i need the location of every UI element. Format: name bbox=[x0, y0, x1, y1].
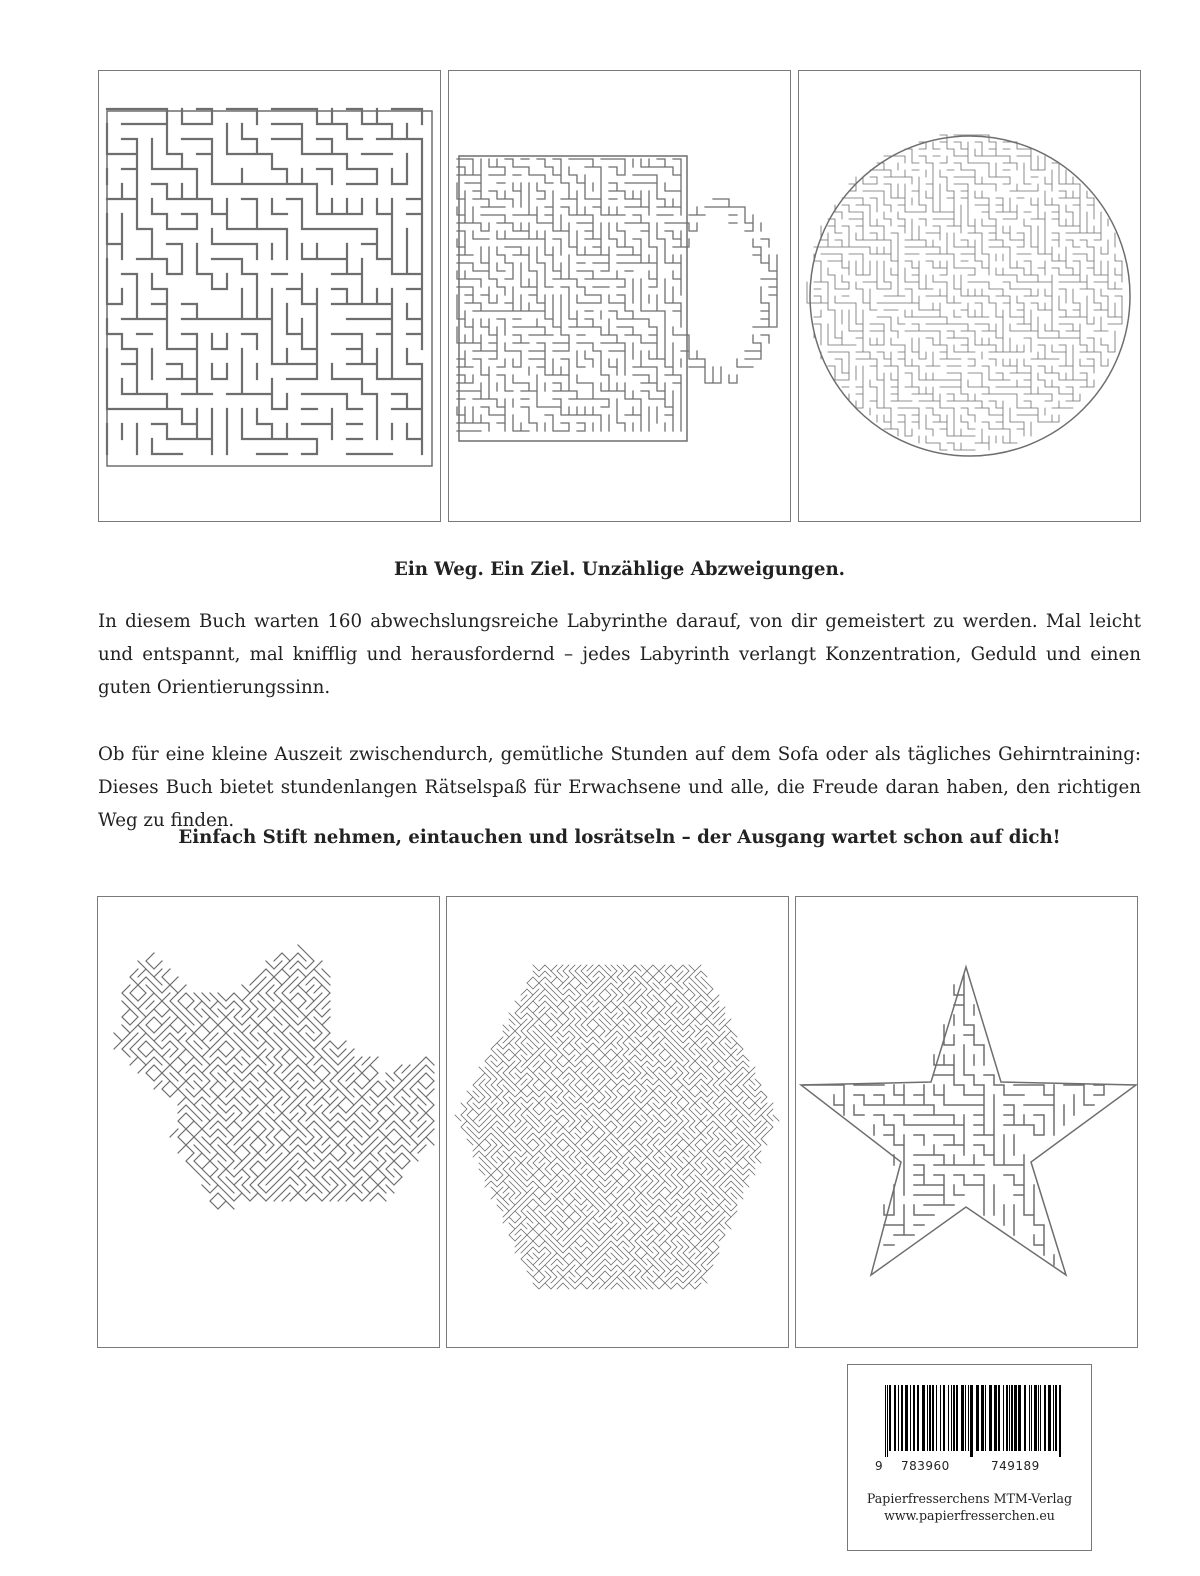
barcode-bar bbox=[1014, 1385, 1017, 1451]
maze-hexagon-panel bbox=[446, 896, 789, 1348]
maze-mug-panel bbox=[448, 70, 791, 522]
barcode-bar bbox=[951, 1385, 952, 1451]
barcode-bar bbox=[956, 1385, 958, 1451]
barcode-bar bbox=[1009, 1385, 1010, 1451]
barcode-bar bbox=[885, 1385, 886, 1457]
isbn-prefix: 9 bbox=[875, 1459, 884, 1473]
maze-square-image bbox=[99, 71, 442, 523]
maze-circle-image bbox=[799, 71, 1142, 523]
barcode-bar bbox=[985, 1385, 986, 1451]
barcode-bar bbox=[1038, 1385, 1039, 1451]
description-paragraph-2: Ob für eine kleine Auszeit zwischendurch, gemütliche Stunden auf dem Sofa oder als tägliches Gehirntraining: Dieses Buch bietet stundenlangen Rätselspaß für Erwachsene und alle, die Freude daran haben, den richtigen Weg zu finden. bbox=[98, 744, 1141, 831]
barcode-bar bbox=[998, 1385, 1000, 1451]
barcode-bar bbox=[994, 1385, 997, 1451]
closing-line: Einfach Stift nehmen, eintauchen und losrätseln – der Ausgang wartet schon auf dich! bbox=[178, 827, 1061, 848]
maze-star-panel bbox=[795, 896, 1138, 1348]
barcode-bar bbox=[1011, 1385, 1013, 1451]
barcode-bar bbox=[917, 1385, 919, 1451]
maze-hexagon-image bbox=[447, 897, 790, 1349]
barcode-bar bbox=[1053, 1385, 1054, 1451]
barcode-bar bbox=[905, 1385, 908, 1451]
barcode-bar bbox=[976, 1385, 979, 1451]
barcode-bar bbox=[1003, 1385, 1004, 1451]
isbn-group-2: 749189 bbox=[991, 1459, 1040, 1473]
barcode-bar bbox=[961, 1385, 964, 1451]
barcode-bar bbox=[929, 1385, 931, 1451]
barcode-bar bbox=[1034, 1385, 1037, 1451]
barcode-bar bbox=[953, 1385, 955, 1451]
barcode bbox=[875, 1385, 1065, 1463]
maze-circle-panel bbox=[798, 70, 1141, 522]
barcode-bar bbox=[927, 1385, 928, 1451]
maze-cat-image bbox=[98, 897, 441, 1349]
barcode-bar bbox=[887, 1385, 888, 1457]
barcode-bar bbox=[943, 1385, 945, 1451]
publisher-name: Papierfresserchens MTM-Verlag bbox=[866, 1491, 1073, 1506]
maze-square-panel bbox=[98, 70, 441, 522]
barcode-bar bbox=[1040, 1385, 1041, 1451]
barcode-bar bbox=[901, 1385, 903, 1451]
barcode-bar bbox=[1029, 1385, 1030, 1451]
barcode-bar bbox=[936, 1385, 937, 1451]
barcode-bar bbox=[948, 1385, 949, 1451]
barcode-bar bbox=[1006, 1385, 1008, 1451]
barcode-bar bbox=[965, 1385, 966, 1451]
barcode-bar bbox=[898, 1385, 899, 1451]
barcode-bar bbox=[1018, 1385, 1021, 1451]
barcode-bar bbox=[1059, 1385, 1061, 1457]
barcode-bar bbox=[981, 1385, 984, 1451]
maze-mug-image bbox=[449, 71, 792, 523]
barcode-bar bbox=[940, 1385, 941, 1451]
headline: Ein Weg. Ein Ziel. Unzählige Abzweigungen. bbox=[393, 559, 846, 580]
barcode-bar bbox=[913, 1385, 915, 1451]
barcode-bar bbox=[1044, 1385, 1046, 1451]
barcode-bar bbox=[910, 1385, 911, 1451]
barcode-bar bbox=[1031, 1385, 1032, 1451]
isbn-group-1: 783960 bbox=[901, 1459, 950, 1473]
barcode-bar bbox=[922, 1385, 925, 1451]
publisher-website: www.papierfresserchen.eu bbox=[884, 1508, 1055, 1523]
barcode-bar bbox=[894, 1385, 896, 1451]
barcode-bar bbox=[970, 1385, 973, 1457]
maze-star-image bbox=[796, 897, 1139, 1349]
barcode-bar bbox=[968, 1385, 969, 1451]
barcode-bar bbox=[1048, 1385, 1051, 1451]
barcode-bar bbox=[889, 1385, 891, 1451]
description-paragraph-1: In diesem Buch warten 160 abwechslungsreiche Labyrinthe darauf, von dir gemeistert zu werden. Mal leicht und entspannt, mal knifflig und herausfordernd – jedes Labyrinth verlangt Konzentration, Geduld und einen guten Orientierungssinn. bbox=[98, 611, 1141, 698]
barcode-box bbox=[847, 1364, 1092, 1551]
barcode-bar bbox=[1024, 1385, 1026, 1451]
barcode-bar bbox=[989, 1385, 992, 1451]
barcode-bar bbox=[1055, 1385, 1057, 1451]
maze-cat-panel bbox=[97, 896, 440, 1348]
barcode-bar bbox=[932, 1385, 934, 1451]
